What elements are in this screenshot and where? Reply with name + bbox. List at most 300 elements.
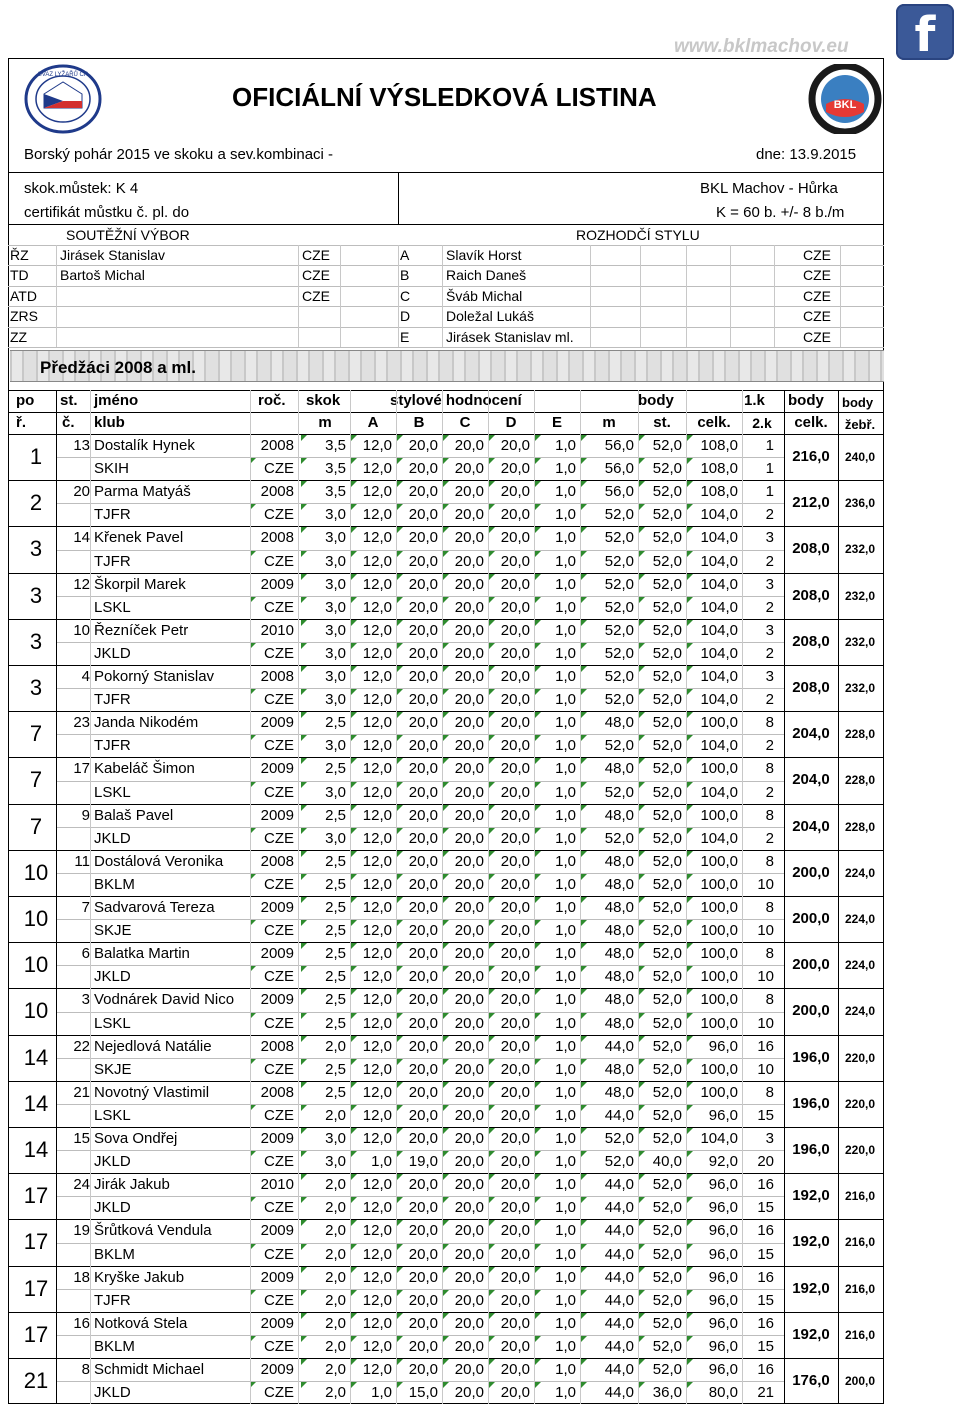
birth-year: 2009 xyxy=(260,575,294,593)
jump1-value: 12,0 xyxy=(362,668,392,685)
jump2-value: 48,0 xyxy=(604,922,634,940)
result-position: 3 xyxy=(29,675,43,700)
jump2-value: 2 xyxy=(765,506,774,524)
athlete-club: JKLD xyxy=(94,644,131,662)
jump1-value: 12,0 xyxy=(362,483,392,501)
jump2-value: 1,0 xyxy=(555,644,576,662)
jump1-value: 3 xyxy=(765,621,774,639)
start-number: 3 xyxy=(81,991,90,1009)
jump2-value: 52,0 xyxy=(604,644,634,662)
athlete-name: Balatka Martin xyxy=(94,945,190,963)
facebook-icon[interactable]: f xyxy=(896,4,954,60)
jump1-value: 20,0 xyxy=(408,1130,438,1147)
ladder-points: 236,0 xyxy=(844,496,876,511)
jump2-value: 12,0 xyxy=(362,1337,392,1355)
jump2-value: 2,0 xyxy=(325,1245,346,1263)
jump1-value: 52,0 xyxy=(652,1314,682,1332)
jump1-value: 20,0 xyxy=(500,760,530,778)
jump1-value: 44,0 xyxy=(604,1361,634,1378)
jump2-value: 12,0 xyxy=(362,552,392,570)
jump1-value: 12,0 xyxy=(362,760,392,778)
start-number: 18 xyxy=(73,1268,90,1286)
jump1-value: 12,0 xyxy=(362,852,392,870)
jump1-value: 2,5 xyxy=(325,1083,346,1101)
jump1-value: 12,0 xyxy=(362,1037,392,1055)
jump1-value: 52,0 xyxy=(652,437,682,454)
jump1-value: 12,0 xyxy=(362,1176,392,1194)
jump1-value: 104,0 xyxy=(700,575,738,593)
jump2-value: 20,0 xyxy=(454,1199,484,1217)
jump2-value: 44,0 xyxy=(604,1384,634,1402)
jump2-value: 1,0 xyxy=(371,1384,392,1402)
result-position: 3 xyxy=(29,582,43,608)
start-number: 17 xyxy=(73,760,90,778)
judge-name: Šváb Michal xyxy=(446,287,523,304)
jump2-value: 20,0 xyxy=(408,737,438,755)
jump2-value: 3,0 xyxy=(325,1153,346,1171)
jump1-value: 20,0 xyxy=(500,1361,530,1378)
hill-certificate: certifikát můstku č. pl. do xyxy=(24,204,190,221)
jump1-value: 12,0 xyxy=(362,899,392,916)
jump1-value: 96,0 xyxy=(708,1314,738,1332)
jump2-value: 12,0 xyxy=(362,598,392,616)
jump1-value: 1,0 xyxy=(555,806,576,824)
jump2-value: 10 xyxy=(757,968,774,986)
jump2-value: 1,0 xyxy=(555,1199,576,1217)
jump1-value: 1,0 xyxy=(555,852,576,870)
jump2-value: 96,0 xyxy=(708,1337,738,1355)
col-round1: 1.k xyxy=(744,392,765,409)
judge-letter: B xyxy=(400,267,410,284)
jump2-value: 20,0 xyxy=(454,552,484,570)
jump1-value: 12,0 xyxy=(362,529,392,547)
start-number: 14 xyxy=(73,529,90,547)
start-number: 11 xyxy=(74,852,90,870)
jump2-value: 20,0 xyxy=(500,460,530,478)
jump2-value: 100,0 xyxy=(700,922,738,940)
jump1-value: 1,0 xyxy=(555,991,576,1009)
jump2-value: 15 xyxy=(757,1245,774,1263)
jump1-value: 52,0 xyxy=(652,1037,682,1055)
jump1-value: 52,0 xyxy=(652,945,682,963)
jump1-value: 52,0 xyxy=(652,1361,682,1378)
jump2-value: 20,0 xyxy=(500,1384,530,1402)
jump1-value: 48,0 xyxy=(604,899,634,916)
total-points: 192,0 xyxy=(792,1233,830,1251)
jump2-value: 20,0 xyxy=(408,1106,438,1124)
jump1-value: 20,0 xyxy=(454,621,484,639)
athlete-club: LSKL xyxy=(94,1106,131,1124)
nation: CZE xyxy=(264,1384,294,1402)
result-position: 7 xyxy=(29,813,43,839)
jump2-value: 20,0 xyxy=(500,1014,530,1032)
total-points: 176,0 xyxy=(792,1372,830,1389)
judges-title: ROZHODČÍ STYLU xyxy=(576,227,700,243)
result-position: 10 xyxy=(23,906,49,931)
jump2-value: 44,0 xyxy=(604,1337,634,1355)
jump2-value: 12,0 xyxy=(362,1014,392,1032)
result-position: 2 xyxy=(29,490,43,516)
jump1-value: 20,0 xyxy=(408,1222,438,1240)
divider xyxy=(8,224,884,225)
ladder-points: 216,0 xyxy=(844,1235,876,1250)
jump2-value: 10 xyxy=(757,922,774,940)
jump1-value: 52,0 xyxy=(652,714,682,732)
jump2-value: 12,0 xyxy=(362,460,392,478)
jump2-value: 20,0 xyxy=(408,1245,438,1263)
jump1-value: 1,0 xyxy=(555,575,576,593)
total-points: 216,0 xyxy=(792,448,830,465)
jump1-value: 20,0 xyxy=(454,1083,484,1101)
jump1-value: 96,0 xyxy=(708,1222,738,1240)
col-c: C xyxy=(459,414,471,431)
total-points: 200,0 xyxy=(792,956,830,974)
jump1-value: 16 xyxy=(757,1268,774,1286)
athlete-club: TJFR xyxy=(94,506,131,524)
ladder-points: 232,0 xyxy=(844,542,876,557)
jump2-value: 20,0 xyxy=(454,1291,484,1309)
jump2-value: 12,0 xyxy=(362,1245,392,1263)
result-position: 17 xyxy=(23,1321,49,1347)
jump2-value: 100,0 xyxy=(700,968,738,986)
col-ladder: body xyxy=(842,395,874,410)
jump2-value: 12,0 xyxy=(362,644,392,662)
jump2-value: 20,0 xyxy=(454,1014,484,1032)
jump1-value: 12,0 xyxy=(362,991,392,1009)
jump1-value: 20,0 xyxy=(408,1037,438,1055)
jump1-value: 3,5 xyxy=(325,483,346,501)
jump1-value: 20,0 xyxy=(454,437,484,454)
result-position: 17 xyxy=(23,1183,49,1209)
jump1-value: 52,0 xyxy=(652,852,682,870)
nation: CZE xyxy=(264,1245,294,1263)
start-number: 8 xyxy=(81,1361,90,1378)
jump2-value: 20,0 xyxy=(408,1291,438,1309)
hill-info: skok.můstek: K 4 xyxy=(24,180,139,197)
jump2-value: 20,0 xyxy=(454,922,484,940)
col-club: klub xyxy=(94,414,125,431)
col-dist-pts: m xyxy=(602,414,616,431)
jump1-value: 8 xyxy=(765,852,774,870)
result-position: 10 xyxy=(23,998,49,1024)
jump2-value: 52,0 xyxy=(652,552,682,570)
result-position: 21 xyxy=(23,1368,49,1393)
jump1-value: 52,0 xyxy=(604,575,634,593)
nation: CZE xyxy=(264,1291,294,1309)
total-points: 196,0 xyxy=(792,1048,830,1066)
jump1-value: 20,0 xyxy=(454,1361,484,1378)
athlete-name: Novotný Vlastimil xyxy=(94,1083,210,1101)
jump1-value: 1,0 xyxy=(555,1083,576,1101)
jump1-value: 108,0 xyxy=(700,483,738,501)
jump1-value: 8 xyxy=(765,945,774,963)
jump1-value: 44,0 xyxy=(604,1037,634,1055)
jump1-value: 16 xyxy=(757,1176,774,1194)
nation: CZE xyxy=(264,644,294,662)
jump1-value: 44,0 xyxy=(604,1176,634,1194)
jump2-value: 20,0 xyxy=(408,460,438,478)
jump1-value: 20,0 xyxy=(500,529,530,547)
ladder-points: 232,0 xyxy=(844,588,876,603)
jump2-value: 52,0 xyxy=(652,1060,682,1078)
jump1-value: 1,0 xyxy=(555,437,576,454)
athlete-club: BKLM xyxy=(94,1337,135,1355)
ladder-points: 216,0 xyxy=(844,1327,876,1342)
k-point: K = 60 b. +/- 8 b./m xyxy=(716,204,845,221)
jump2-value: 20,0 xyxy=(408,875,438,893)
jump2-value: 52,0 xyxy=(604,552,634,570)
jump2-value: 52,0 xyxy=(652,1106,682,1124)
col-style: stylové hodnocení xyxy=(390,392,522,409)
jump2-value: 1,0 xyxy=(555,1291,576,1309)
birth-year: 2008 xyxy=(260,529,294,547)
jump2-value: 100,0 xyxy=(700,1014,738,1032)
col-round-total: celk. xyxy=(697,414,731,431)
jump2-value: 20,0 xyxy=(500,968,530,986)
total-points: 200,0 xyxy=(792,910,830,927)
jump2-value: 15 xyxy=(757,1199,774,1217)
athlete-name: Vodnárek David Nico xyxy=(94,991,235,1009)
jump1-value: 52,0 xyxy=(604,621,634,639)
jump1-value: 20,0 xyxy=(408,621,438,639)
jump2-value: 104,0 xyxy=(700,783,738,801)
athlete-name: Nejedlová Natálie xyxy=(94,1037,212,1055)
jump1-value: 56,0 xyxy=(604,483,634,501)
jump1-value: 2,5 xyxy=(325,806,346,824)
jump2-value: 1,0 xyxy=(555,783,576,801)
col-m: m xyxy=(318,414,332,431)
jump2-value: 20,0 xyxy=(500,1291,530,1309)
jump2-value: 20,0 xyxy=(454,644,484,662)
jump1-value: 3,0 xyxy=(325,1130,346,1147)
jump2-value: 3,0 xyxy=(325,598,346,616)
jump2-value: 104,0 xyxy=(700,598,738,616)
athlete-club: SKJE xyxy=(94,922,132,940)
ladder-points: 220,0 xyxy=(844,1050,876,1065)
total-points: 204,0 xyxy=(792,771,830,789)
athlete-name: Balaš Pavel xyxy=(94,806,174,824)
jump1-value: 56,0 xyxy=(604,437,634,454)
total-points: 200,0 xyxy=(792,1002,830,1020)
jump2-value: 10 xyxy=(757,1014,774,1032)
jump2-value: 1,0 xyxy=(555,460,576,478)
jump1-value: 1,0 xyxy=(555,621,576,639)
total-points: 192,0 xyxy=(792,1187,830,1205)
jump2-value: 20,0 xyxy=(500,783,530,801)
jump2-value: 12,0 xyxy=(362,691,392,709)
jump1-value: 104,0 xyxy=(700,1130,738,1147)
judge-name: Slavík Horst xyxy=(446,247,522,263)
jump2-value: 96,0 xyxy=(708,1245,738,1263)
jump2-value: 96,0 xyxy=(708,1199,738,1217)
jump2-value: 52,0 xyxy=(604,783,634,801)
jump2-value: 92,0 xyxy=(708,1153,738,1171)
jump2-value: 20,0 xyxy=(454,968,484,986)
jump2-value: 2 xyxy=(765,598,774,616)
col-style-pts: st. xyxy=(653,414,671,431)
jump2-value: 12,0 xyxy=(362,737,392,755)
athlete-club: BKLM xyxy=(94,875,135,893)
col-round2: 2.k xyxy=(752,415,772,431)
nation: CZE xyxy=(264,1106,294,1124)
jump1-value: 2,0 xyxy=(325,1176,346,1194)
athlete-club: JKLD xyxy=(94,1153,131,1171)
site-url[interactable]: www.bklmachov.eu xyxy=(674,36,849,57)
jump2-value: 20,0 xyxy=(500,644,530,662)
athlete-name: Jirák Jakub xyxy=(94,1176,170,1194)
jump1-value: 20,0 xyxy=(500,852,530,870)
col-a: A xyxy=(367,414,379,431)
jump1-value: 20,0 xyxy=(500,899,530,916)
jump2-value: 1,0 xyxy=(371,1153,392,1171)
birth-year: 2008 xyxy=(260,437,294,454)
committee-name: Bartoš Michal xyxy=(60,267,145,284)
jump1-value: 2,5 xyxy=(325,945,346,963)
jump1-value: 20,0 xyxy=(454,1314,484,1332)
jump1-value: 1 xyxy=(765,437,774,454)
jump1-value: 20,0 xyxy=(408,714,438,732)
jump1-value: 20,0 xyxy=(408,760,438,778)
athlete-name: Pokorný Stanislav xyxy=(94,668,215,685)
jump1-value: 20,0 xyxy=(454,1176,484,1194)
jump1-value: 44,0 xyxy=(604,1314,634,1332)
jump1-value: 16 xyxy=(757,1361,774,1378)
jump2-value: 36,0 xyxy=(652,1384,682,1402)
jump1-value: 20,0 xyxy=(408,1314,438,1332)
total-points: 196,0 xyxy=(792,1094,830,1112)
col-st2: č. xyxy=(62,414,75,431)
category-title: Předžáci 2008 a ml. xyxy=(40,358,196,377)
athlete-club: JKLD xyxy=(94,1384,131,1402)
divider xyxy=(398,172,399,224)
result-position: 7 xyxy=(29,721,43,747)
jump2-value: 12,0 xyxy=(362,875,392,893)
jump2-value: 2,5 xyxy=(325,922,346,940)
nation: CZE xyxy=(264,1060,294,1078)
jump2-value: 100,0 xyxy=(700,875,738,893)
ladder-points: 232,0 xyxy=(844,634,876,649)
jump1-value: 52,0 xyxy=(652,621,682,639)
jump2-value: 20,0 xyxy=(500,875,530,893)
start-number: 12 xyxy=(73,575,90,593)
judge-name: Jirásek Stanislav ml. xyxy=(446,328,574,345)
jump1-value: 12,0 xyxy=(362,621,392,639)
athlete-name: Šrůtková Vendula xyxy=(94,1222,212,1240)
jump1-value: 1,0 xyxy=(555,1361,576,1378)
jump1-value: 20,0 xyxy=(500,714,530,732)
athlete-club: JKLD xyxy=(94,968,131,986)
jump1-value: 20,0 xyxy=(454,1268,484,1286)
jump1-value: 108,0 xyxy=(700,437,738,454)
jump1-value: 1,0 xyxy=(555,1222,576,1240)
committee-title: SOUTĚŽNÍ VÝBOR xyxy=(66,227,190,243)
nation: CZE xyxy=(264,460,294,478)
start-number: 23 xyxy=(73,714,90,732)
jump1-value: 52,0 xyxy=(652,1268,682,1286)
jump2-value: 1,0 xyxy=(555,1014,576,1032)
jump2-value: 20,0 xyxy=(454,1384,484,1402)
jump2-value: 12,0 xyxy=(362,1199,392,1217)
athlete-club: TJFR xyxy=(94,691,131,709)
jump1-value: 100,0 xyxy=(700,991,738,1009)
total-points: 208,0 xyxy=(792,540,830,558)
jump2-value: 12,0 xyxy=(362,922,392,940)
athlete-name: Řezníček Petr xyxy=(94,621,189,639)
jump2-value: 20,0 xyxy=(500,1060,530,1078)
jump1-value: 12,0 xyxy=(362,945,392,963)
col-year: roč. xyxy=(258,392,286,409)
jump1-value: 20,0 xyxy=(454,760,484,778)
start-number: 24 xyxy=(73,1176,90,1194)
athlete-name: Škorpil Marek xyxy=(94,575,186,593)
jump1-value: 2,5 xyxy=(325,714,346,732)
jump2-value: 20,0 xyxy=(500,1106,530,1124)
col-total2: celk. xyxy=(794,414,828,431)
birth-year: 2009 xyxy=(260,1314,294,1332)
total-points: 200,0 xyxy=(792,863,830,881)
jump2-value: 3,0 xyxy=(325,783,346,801)
jump2-value: 52,0 xyxy=(652,1245,682,1263)
jump2-value: 3,0 xyxy=(325,737,346,755)
start-number: 7 xyxy=(81,899,90,916)
jump2-value: 21 xyxy=(757,1384,774,1402)
athlete-name: Notková Stela xyxy=(94,1314,188,1332)
jump1-value: 100,0 xyxy=(700,1083,738,1101)
divider xyxy=(8,172,884,173)
jump1-value: 100,0 xyxy=(700,806,738,824)
result-position: 1 xyxy=(29,444,43,469)
athlete-name: Dostálová Veronika xyxy=(94,852,224,870)
committee-name: Jirásek Stanislav xyxy=(60,247,166,263)
jump2-value: 20,0 xyxy=(500,1337,530,1355)
jump1-value: 3 xyxy=(765,668,774,685)
jump1-value: 20,0 xyxy=(454,668,484,685)
jump2-value: 20,0 xyxy=(408,829,438,847)
jump1-value: 104,0 xyxy=(700,621,738,639)
jump2-value: 20 xyxy=(757,1153,774,1171)
jump1-value: 96,0 xyxy=(708,1268,738,1286)
birth-year: 2009 xyxy=(260,760,294,778)
jump1-value: 104,0 xyxy=(700,529,738,547)
athlete-club: TJFR xyxy=(94,737,131,755)
jump1-value: 20,0 xyxy=(408,1083,438,1101)
jump2-value: 20,0 xyxy=(408,552,438,570)
jump1-value: 100,0 xyxy=(700,714,738,732)
jump1-value: 100,0 xyxy=(700,899,738,916)
jump1-value: 20,0 xyxy=(454,899,484,916)
ladder-points: 240,0 xyxy=(844,450,876,464)
jump2-value: 20,0 xyxy=(454,1153,484,1171)
jump2-value: 1,0 xyxy=(555,598,576,616)
jump1-value: 48,0 xyxy=(604,991,634,1009)
jump1-value: 52,0 xyxy=(652,760,682,778)
birth-year: 2010 xyxy=(260,1176,294,1194)
jump1-value: 3,5 xyxy=(325,437,346,454)
total-points: 204,0 xyxy=(792,725,830,743)
nation: CZE xyxy=(264,506,294,524)
judge-nat: CZE xyxy=(803,328,831,345)
jump1-value: 96,0 xyxy=(708,1176,738,1194)
jump1-value: 44,0 xyxy=(604,1268,634,1286)
jump1-value: 20,0 xyxy=(454,1130,484,1147)
ladder-points: 232,0 xyxy=(844,681,876,695)
jump2-value: 1,0 xyxy=(555,691,576,709)
jump1-value: 12,0 xyxy=(362,1083,392,1101)
jump2-value: 44,0 xyxy=(604,1106,634,1124)
nation: CZE xyxy=(264,1199,294,1217)
jump1-value: 2,0 xyxy=(325,1037,346,1055)
jump1-value: 20,0 xyxy=(408,668,438,685)
